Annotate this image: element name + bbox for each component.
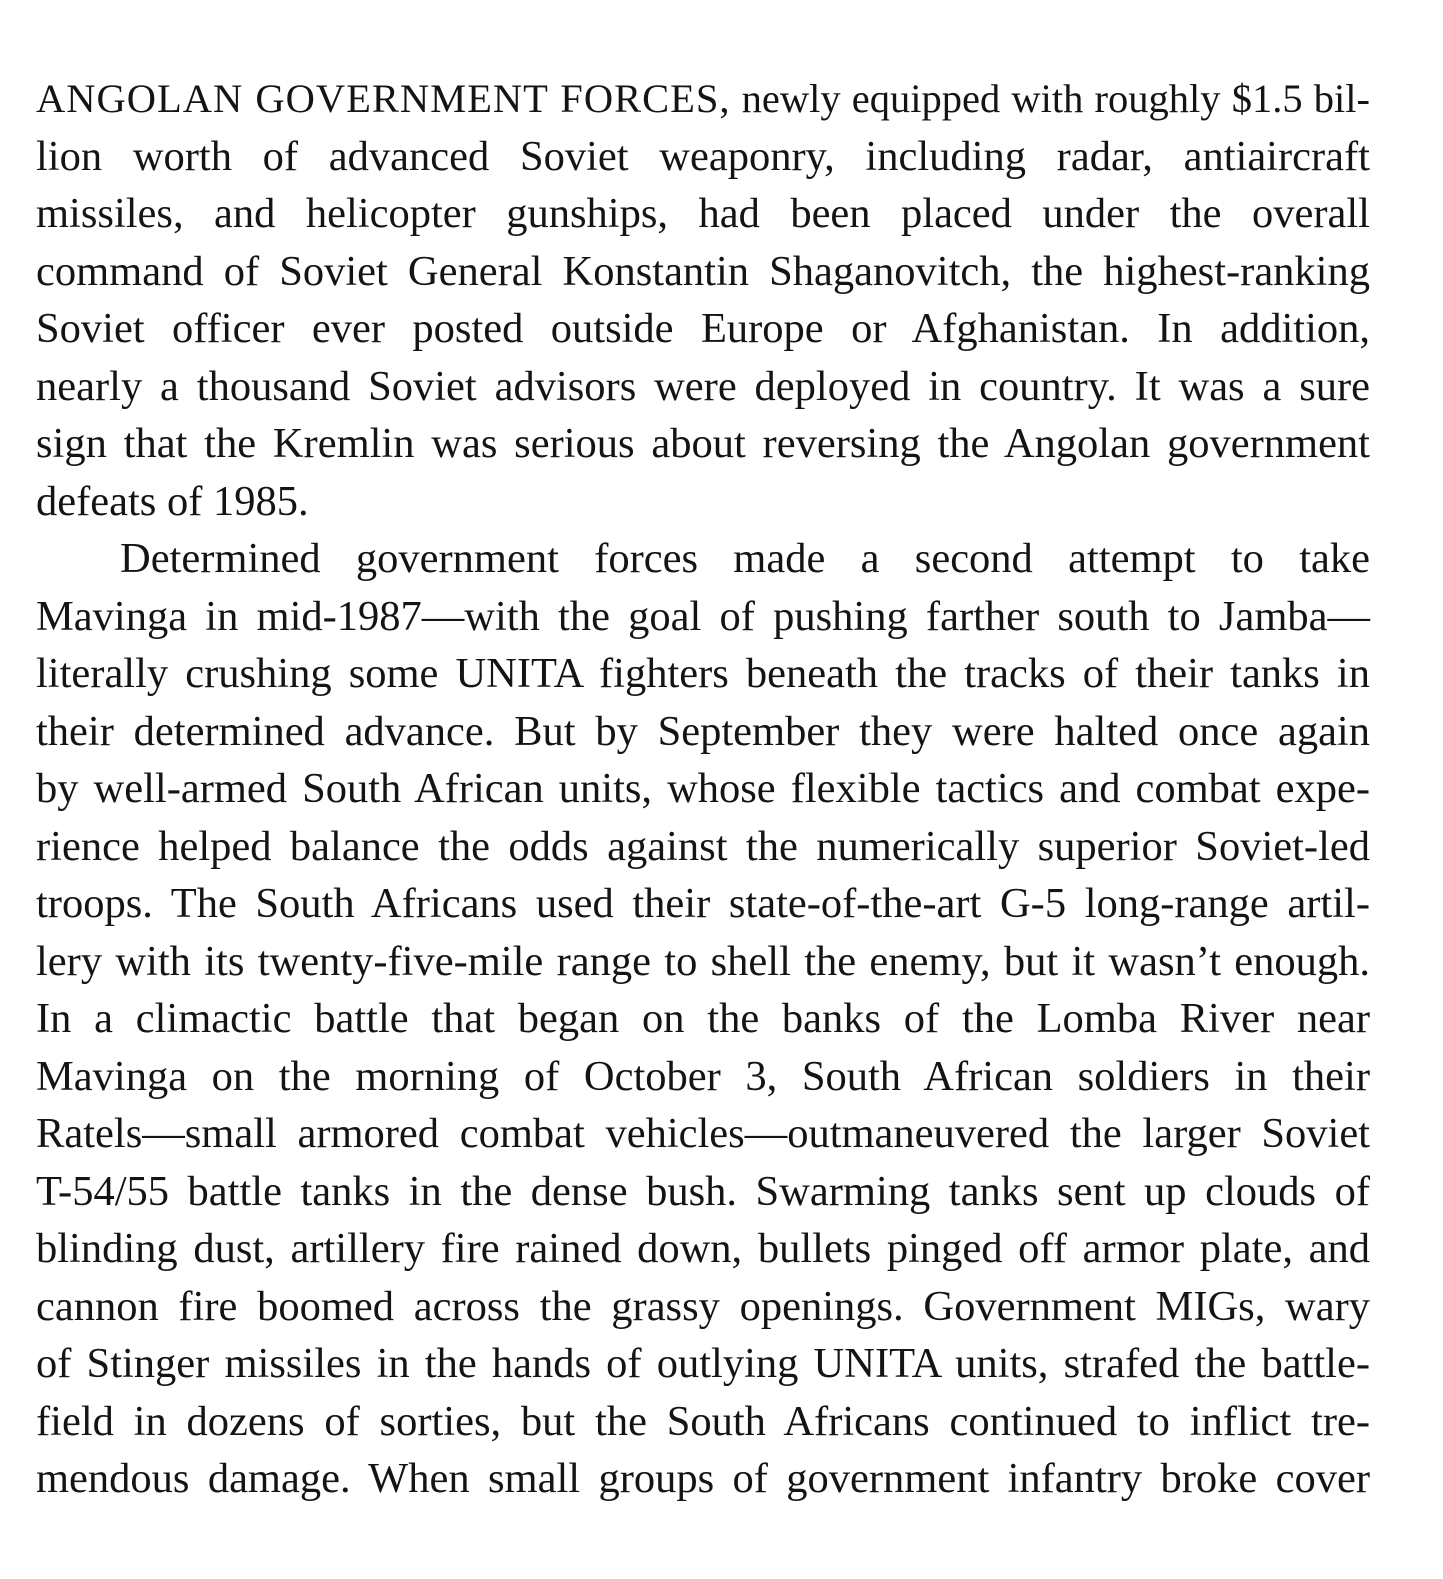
small-caps-lead-in: ANGOLAN GOVERNMENT FORCES,: [36, 76, 731, 121]
text-line: sign that the Kremlin was serious about reversing the Angolan government: [36, 420, 1370, 467]
text-line: lion worth of advanced Soviet weaponry, including radar, antiaircraft: [36, 132, 1370, 180]
text-line-content: newly equipped with roughly $1.5 bil-: [730, 76, 1370, 121]
text-line: their determined advance. But by September they were halted once again: [36, 707, 1370, 755]
text-line: field in dozens of sorties, but the South Africans continued to inflict tre-: [36, 1397, 1370, 1445]
text-line: Determined government forces made a second attempt to take: [120, 535, 1370, 582]
text-line: In a climactic battle that began on the banks of the Lomba River near: [36, 995, 1370, 1042]
text-line: of Stinger missiles in the hands of outlying UNITA units, strafed the battle-: [36, 1340, 1370, 1387]
text-line: Soviet officer ever posted outside Europe or Afghanistan. In addition,: [36, 305, 1370, 352]
text-line: Mavinga in mid-1987—with the goal of pushing farther south to Jamba—: [36, 592, 1370, 640]
text-line: troops. The South Africans used their state-of-the-art G-5 long-range artil-: [36, 880, 1370, 927]
text-line: nearly a thousand Soviet advisors were deployed in country. It was a sure: [36, 362, 1370, 410]
text-line: command of Soviet General Konstantin Shaganovitch, the highest-ranking: [36, 247, 1370, 295]
text-line: missiles, and helicopter gunships, had been placed under the overall: [36, 190, 1370, 237]
text-line: defeats of 1985.: [36, 477, 309, 525]
text-line: blinding dust, artillery fire rained down, bullets pinged off armor plate, and: [36, 1225, 1370, 1272]
text-line: mendous damage. When small groups of government infantry broke cover: [36, 1455, 1370, 1502]
text-line: rience helped balance the odds against the numerically superior Soviet-led: [36, 822, 1370, 870]
paragraph-1: [36, 70, 1370, 530]
text-line: by well-armed South African units, whose flexible tactics and combat expe-: [36, 765, 1370, 812]
book-page-text: [36, 70, 1370, 1508]
text-line: cannon fire boomed across the grassy openings. Government MIGs, wary: [36, 1282, 1370, 1330]
text-line: lery with its twenty-five-mile range to shell the enemy, but it wasn’t enough.: [36, 937, 1370, 985]
text-line: literally crushing some UNITA fighters beneath the tracks of their tanks in: [36, 650, 1370, 697]
paragraph-2: [36, 530, 1370, 1508]
text-line: T-54/55 battle tanks in the dense bush. Swarming tanks sent up clouds of: [36, 1167, 1370, 1215]
text-line: Ratels—small armored combat vehicles—outmaneuvered the larger Soviet: [36, 1110, 1370, 1157]
text-line: Mavinga on the morning of October 3, South African soldiers in their: [36, 1052, 1370, 1100]
text-line: [36, 70, 1370, 128]
